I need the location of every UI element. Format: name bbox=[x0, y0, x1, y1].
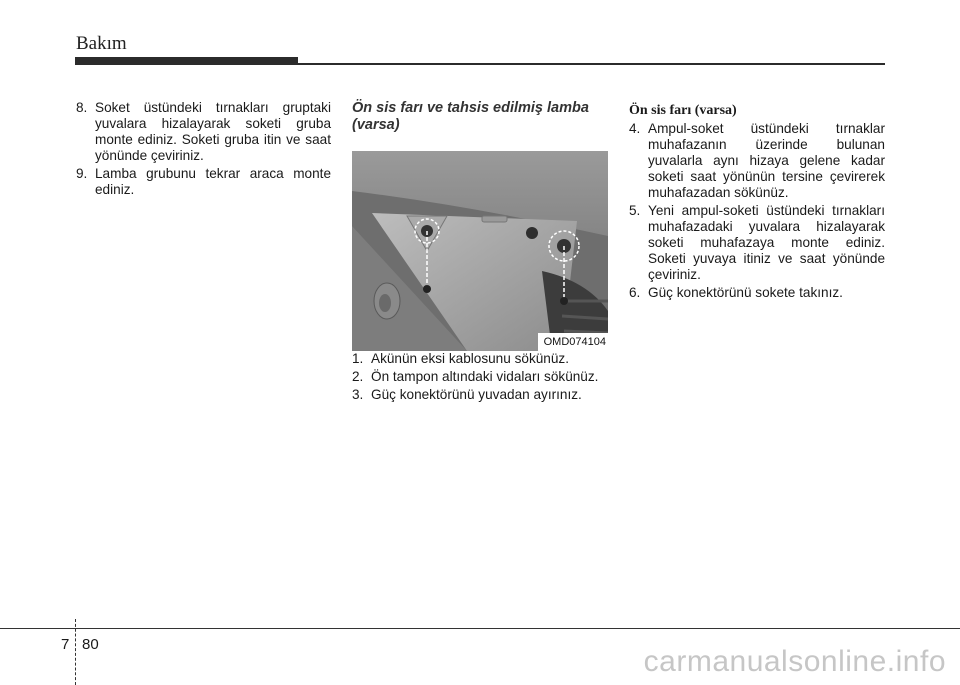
figure-code-label: OMD074104 bbox=[538, 333, 608, 351]
fog-lamp-figure bbox=[352, 151, 608, 351]
step-item: 2. Ön tampon altındaki vidaları sökünüz. bbox=[352, 369, 599, 384]
column-2 bbox=[352, 100, 608, 405]
step-list bbox=[629, 121, 885, 301]
step-item: 9. Lamba grubunu tekrar araca monte ediniz. bbox=[76, 166, 331, 197]
watermark: carmanualsonline.info bbox=[643, 645, 946, 678]
step-item: 6. Güç konektörünü sokete takınız. bbox=[629, 285, 843, 300]
step-list bbox=[76, 100, 331, 198]
step-list bbox=[352, 351, 608, 403]
step-item: 3. Güç konektörünü yuvadan ayırınız. bbox=[352, 387, 582, 402]
section-title: Ön sis farı (varsa) bbox=[629, 103, 737, 118]
page-header-title: Bakım bbox=[76, 33, 127, 54]
step-item: 8. Soket üstündeki tırnakları gruptaki yuvalara hizalayarak soketi gruba monte ediniz. Soketi gruba itin ve saat yönünde çeviriniz. bbox=[76, 100, 331, 163]
footer-rule bbox=[0, 628, 960, 629]
column-3 bbox=[629, 100, 885, 303]
page-number: 80 bbox=[82, 636, 99, 653]
column-1 bbox=[76, 100, 331, 200]
header-rule bbox=[75, 63, 885, 65]
step-item: 1. Akünün eksi kablosunu sökünüz. bbox=[352, 351, 569, 366]
chapter-number: 7 bbox=[61, 636, 70, 653]
step-item: 4. Ampul-soket üstündeki tırnaklar muhafazanın üzerinde bulunan yuvalarla aynı hizaya gelene kadar soketi saat yönünün tersine çevirerek muhafazadan sökünüz. bbox=[629, 121, 885, 200]
step-item: 5. Yeni ampul-soketi üstündeki tırnakları muhafazadaki yuvalara hizalayarak soketi muhafazaya monte ediniz. Soketi yuvaya itiniz ve saat yönünde çeviriniz. bbox=[629, 203, 885, 282]
section-title: Ön sis farı ve tahsis edilmiş lamba (varsa) bbox=[352, 100, 589, 133]
footer-dashed-divider bbox=[75, 619, 77, 685]
fog-lamp-illustration bbox=[352, 151, 608, 351]
